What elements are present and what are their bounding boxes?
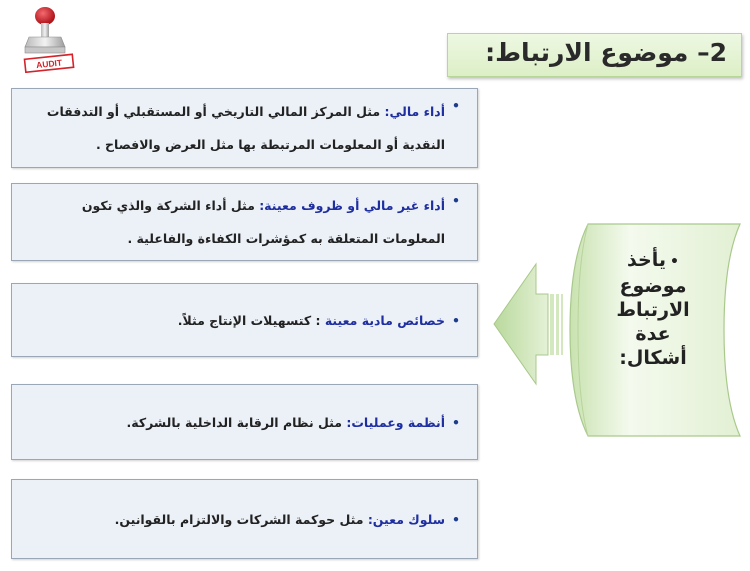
list-item-text	[24, 304, 445, 337]
list-item-term: أداء مالي:	[384, 104, 445, 119]
side-note-line: أشكال:	[619, 347, 687, 369]
section-title-text: 2– موضوع الارتباط:	[485, 38, 727, 67]
list-item-text	[24, 95, 445, 161]
section-title	[447, 33, 742, 77]
list-item-term: أداء غير مالي أو ظروف معينة:	[259, 198, 445, 213]
list-item-systems-processes	[11, 384, 478, 460]
stamp-label: AUDIT	[35, 57, 63, 71]
list-item-text	[24, 503, 445, 536]
list-item-desc: مثل نظام الرقابة الداخلية بالشركة.	[126, 414, 347, 430]
list-item-desc: النقدية أو المعلومات المرتبطة بها مثل العرض والافصاح .	[95, 137, 445, 152]
list-item-desc: مثل حوكمة الشركات والالتزام بالقوانين.	[114, 511, 368, 527]
list-item-desc: : كتسهيلات الإنتاج مثلاً.	[177, 312, 325, 328]
side-note-line: عدة	[635, 323, 671, 345]
list-item-term: سلوك معين:	[367, 511, 445, 527]
bullet: •	[452, 98, 460, 113]
list-item-desc: مثل المركز المالي التاريخي أو المستقبلي أو التدفقات	[46, 104, 385, 119]
list-item-term: خصائص مادية معينة	[324, 312, 445, 328]
list-item-physical-characteristics	[11, 283, 478, 357]
bullet: •	[669, 254, 679, 270]
list-item-desc: مثل أداء الشركة والذي تكون	[81, 198, 260, 213]
bullet: •	[452, 193, 460, 208]
list-item-text	[24, 189, 445, 255]
bullet: •	[452, 511, 460, 527]
list-item-behavior	[11, 479, 478, 559]
side-note-line: يأخذ	[627, 249, 666, 271]
list-item-text	[24, 406, 445, 439]
bullet: •	[452, 414, 460, 430]
side-note	[578, 248, 728, 418]
side-note-line: موضوع	[619, 275, 687, 297]
list-item-term: أنظمة وعمليات:	[346, 414, 445, 430]
bullet: •	[452, 312, 460, 328]
list-item-financial-performance	[11, 88, 478, 168]
list-item-desc: المعلومات المتعلقة به كمؤشرات الكفاءة والفاعلية .	[127, 231, 445, 246]
audit-stamp-icon	[15, 5, 80, 77]
side-note-line: الارتباط	[616, 299, 690, 321]
list-item-non-financial-performance	[11, 183, 478, 261]
